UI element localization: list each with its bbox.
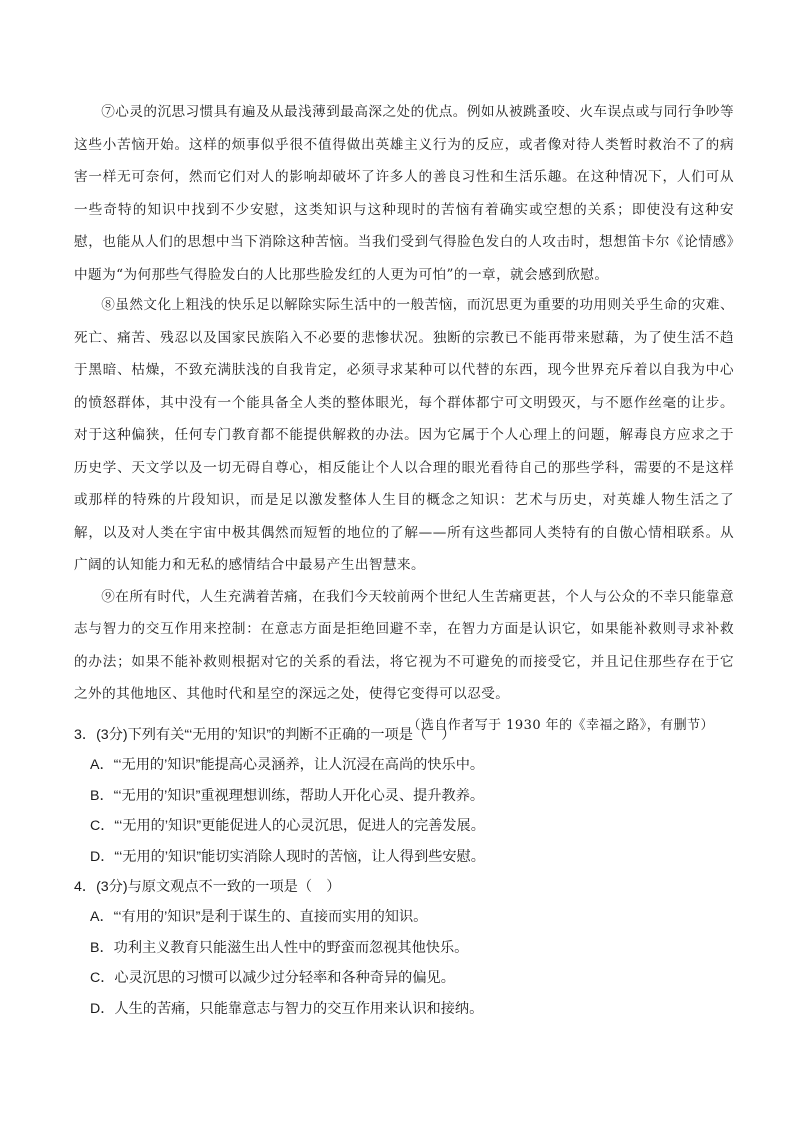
passage-source: （选自作者写于 1930 年的《幸福之路》，有删节）	[407, 717, 714, 733]
option-b[interactable]: B．功利主义教育只能滋生出人性中的野蛮而忽视其他快乐。	[90, 939, 469, 956]
paragraph-9: ⑨在所有时代，人生充满着苦痛，在我们今天较前两个世纪人生苦痛更甚，个人与公众的不幸只能靠意志与智力的交互作用来控制：在意志方面是拒绝回避不幸，在智力方面是认识它，如果能补救则寻求补救的办法；如果不能补救则根据对它的关系的看法，将它视为不可避免的而接受它，并且记住那些存在于它之外的其他地区、其他时代和星空的深远之处，使得它变得可以忍受。	[74, 588, 734, 702]
option-a[interactable]: A．“‘有用的’知识”是利于谋生的、直接而实用的知识。	[90, 909, 428, 925]
question-stem: 4．(3分)与原文观点不一致的一项是（ ）	[74, 879, 341, 895]
option-d[interactable]: D．“‘无用的’知识”能切实消除人现时的苦恼，让人得到些安慰。	[90, 848, 485, 865]
paragraph-7: ⑦心灵的沉思习惯具有遍及从最浅薄到最高深之处的优点。例如从被跳蚤咬、火车误点或与同行争吵等这些小苦恼开始。这样的烦事似乎很不值得做出英雄主义行为的反应，或者像对待人类暂时救治不了的病害一样无可奈何，然而它们对人的影响却破坏了许多人的善良习性和生活乐趣。在这种情况下，人们可从一些奇特的知识中找到不少安慰，这类知识与这种现时的苦恼有着确实或空想的关系；即使没有这种安慰，也能从人们的思想中当下消除这种苦恼。当我们受到气得脸色发白的人攻击时，想想笛卡尔《论情感》中题为“为何那些气得脸发白的人比那些脸发红的人更为可怕”的一章，就会感到欣慰。	[74, 104, 734, 283]
reading-passage	[74, 96, 734, 741]
question-4	[74, 872, 734, 1024]
option-a[interactable]: A．“‘无用的’知识”能提高心灵涵养，让人沉浸在高尚的快乐中。	[90, 757, 485, 773]
option-c[interactable]: C．心灵沉思的习惯可以减少过分轻率和各种奇异的偏见。	[90, 970, 455, 986]
questions-section	[74, 720, 734, 1024]
option-c[interactable]: C．“‘无用的’知识”更能促进人的心灵沉思，促进人的完善发展。	[90, 818, 485, 834]
question-3	[74, 720, 734, 872]
option-d[interactable]: D．人生的苦痛，只能靠意志与智力的交互作用来认识和接纳。	[90, 1000, 484, 1017]
option-b[interactable]: B．“‘无用的’知识”重视理想训练，帮助人开化心灵、提升教养。	[90, 787, 485, 804]
paragraph-8: ⑧虽然文化上粗浅的快乐足以解除实际生活中的一般苦恼，而沉思更为重要的功用则关乎生命的灾难、死亡、痛苦、残忍以及国家民族陷入不必要的悲惨状况。独断的宗教已不能再带来慰藉，为了使生活不趋于黑暗、枯燥，不致充满肤浅的自我肯定，必须寻求某种可以代替的东西，现今世界充斥着以自我为中心的愤怒群体，其中没有一个能具备全人类的整体眼光，每个群体都宁可文明毁灭，与不愿作丝毫的让步。对于这种偏狭，任何专门教育都不能提供解救的办法。因为它属于个人心理上的问题，解毒良方应求之于历史学、天文学以及一切无碍自尊心，相反能让个人以合理的眼光看待自己的那些学科，需要的不是这样或那样的特殊的片段知识，而是足以激发整体人生目的概念之知识：艺术与历史，对英雄人物生活之了解，以及对人类在宇宙中极其偶然而短暂的地位的了解——所有这些都同人类特有的自傲心情相联系。从广阔的认知能力和无私的感情结合中最易产生出智慧来。	[74, 297, 734, 573]
question-stem: 3．(3分)下列有关“‘无用的’知识”的判断不正确的一项是（ ）	[74, 727, 456, 743]
